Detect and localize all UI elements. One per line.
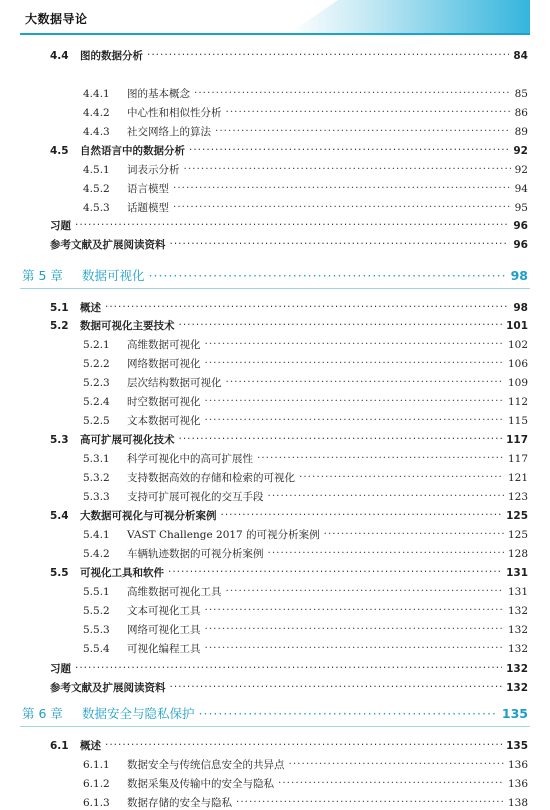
toc-page-number: 96 [513, 239, 528, 251]
toc-page-number: 125 [507, 529, 528, 541]
toc-number: 5.2.1 [83, 339, 110, 351]
toc-subsection-row [83, 622, 528, 637]
toc-number: 5.2.3 [83, 377, 110, 389]
toc-number: 5.3.1 [83, 453, 110, 465]
toc-leader-dots [147, 49, 509, 60]
toc-leader-dots [179, 319, 503, 330]
toc-subsection-row [83, 603, 528, 618]
toc-leader-dots [189, 144, 509, 155]
toc-page-number: 132 [506, 682, 528, 694]
toc-title: 数据可视化 [82, 268, 145, 283]
toc-section-row [50, 432, 528, 447]
toc-chapter-row [22, 704, 528, 722]
toc-page-number: 98 [510, 268, 528, 283]
toc-subsection-row [83, 546, 528, 561]
chapter-divider [20, 288, 530, 289]
toc-number: 5.5 [50, 567, 69, 579]
chapter-divider [20, 726, 530, 727]
toc-title: 参考文献及扩展阅读资料 [50, 682, 166, 694]
toc-page-number: 109 [507, 377, 528, 389]
toc-number: 5.2.2 [83, 358, 110, 370]
toc-number: 第 6 章 [22, 706, 63, 721]
toc-page-number: 85 [514, 88, 528, 100]
toc-title: 图的数据分析 [80, 50, 143, 62]
toc-page-number: 84 [513, 50, 528, 62]
toc-number: 6.1 [50, 740, 69, 752]
toc-leader-dots [205, 395, 504, 406]
toc-title: 数据存储的安全与隐私 [127, 797, 232, 809]
toc-title: 概述 [80, 740, 101, 752]
toc-leader-dots [194, 87, 511, 98]
toc-section-row [50, 508, 528, 523]
toc-page-number: 94 [514, 183, 528, 195]
toc-section-row [50, 237, 528, 252]
toc-page-number: 98 [513, 302, 528, 314]
toc-title: 文本数据可视化 [127, 415, 201, 427]
toc-subsection-row [83, 489, 528, 504]
toc-page-number: 128 [507, 548, 528, 560]
toc-leader-dots [199, 706, 498, 719]
toc-number: 4.5.1 [83, 164, 110, 176]
toc-title: 车辆轨迹数据的可视分析案例 [127, 548, 264, 560]
toc-subsection-row [83, 527, 528, 542]
toc-title: 大数据可视化与可视分析案例 [80, 510, 217, 522]
toc-page-number: 135 [506, 740, 528, 752]
book-title: 大数据导论 [25, 12, 88, 26]
toc-leader-dots [75, 662, 502, 673]
toc-title: 可视化编程工具 [127, 643, 201, 655]
toc-page-number: 101 [506, 320, 528, 332]
toc-title: 图的基本概念 [127, 88, 190, 100]
toc-leader-dots [75, 219, 509, 230]
toc-title: 层次结构数据可视化 [127, 377, 222, 389]
toc-subsection-row [83, 757, 528, 772]
toc-subsection-row [83, 584, 528, 599]
toc-page-number: 112 [507, 396, 528, 408]
toc-title: 网络可视化工具 [127, 624, 201, 636]
toc-leader-dots [278, 777, 504, 788]
toc-subsection-row [83, 795, 528, 810]
toc-subsection-row [83, 776, 528, 791]
toc-subsection-row [83, 200, 528, 215]
toc-section-row [50, 218, 528, 233]
toc-subsection-row [83, 394, 528, 409]
toc-leader-dots [105, 301, 509, 312]
toc-chapter-row [22, 266, 528, 284]
toc-leader-dots [173, 182, 511, 193]
toc-leader-dots [257, 452, 504, 463]
toc-section-row [50, 738, 528, 753]
toc-title: 话题模型 [127, 202, 169, 214]
toc-subsection-row [83, 181, 528, 196]
toc-title: 习题 [50, 220, 71, 232]
toc-leader-dots [173, 201, 511, 212]
toc-number: 4.5.3 [83, 202, 110, 214]
toc-section-row [50, 661, 528, 676]
toc-leader-dots [205, 338, 504, 349]
toc-leader-dots [105, 739, 502, 750]
toc-number: 5.4.1 [83, 529, 110, 541]
toc-subsection-row [83, 105, 528, 120]
toc-section-row [50, 48, 528, 63]
toc-subsection-row [83, 413, 528, 428]
toc-title: 词表示分析 [127, 164, 180, 176]
toc-number: 5.5.1 [83, 586, 110, 598]
toc-section-row [50, 318, 528, 333]
toc-title: 高维数据可视化工具 [127, 586, 222, 598]
toc-leader-dots [215, 125, 511, 136]
toc-page-number: 131 [507, 586, 528, 598]
toc-number: 5.4 [50, 510, 69, 522]
toc-number: 5.2.5 [83, 415, 110, 427]
toc-leader-dots [205, 604, 504, 615]
toc-title: 中心性和相似性分析 [127, 107, 222, 119]
toc-title: 高维数据可视化 [127, 339, 201, 351]
toc-leader-dots [170, 238, 510, 249]
toc-page-number: 86 [514, 107, 528, 119]
toc-page-number: 132 [507, 643, 528, 655]
toc-number: 4.5 [50, 145, 69, 157]
toc-title: 习题 [50, 663, 71, 675]
toc-leader-dots [289, 758, 504, 769]
toc-subsection-row [83, 375, 528, 390]
toc-subsection-row [83, 451, 528, 466]
toc-title: 社交网络上的算法 [127, 126, 211, 138]
toc-title: 语言模型 [127, 183, 169, 195]
toc-title: 网络数据可视化 [127, 358, 201, 370]
toc-page-number: 89 [514, 126, 528, 138]
toc-number: 6.1.1 [83, 759, 110, 771]
toc-subsection-row [83, 641, 528, 656]
toc-number: 5.3.2 [83, 472, 110, 484]
toc-subsection-row [83, 470, 528, 485]
toc-leader-dots [226, 106, 511, 117]
toc-page-number: 132 [507, 605, 528, 617]
toc-section-row [50, 680, 528, 695]
toc-title: 可视化工具和软件 [80, 567, 164, 579]
toc-page-number: 138 [507, 797, 528, 809]
toc-title: 时空数据可视化 [127, 396, 201, 408]
toc-number: 5.4.2 [83, 548, 110, 560]
toc-leader-dots [168, 566, 502, 577]
toc-number: 5.5.2 [83, 605, 110, 617]
toc-subsection-row [83, 86, 528, 101]
toc-number: 5.5.3 [83, 624, 110, 636]
toc-page-number: 136 [507, 778, 528, 790]
toc-leader-dots [268, 490, 504, 501]
toc-section-row [50, 143, 528, 158]
toc-number: 5.3 [50, 434, 69, 446]
toc-page-number: 136 [507, 759, 528, 771]
toc-subsection-row [83, 356, 528, 371]
toc-number: 6.1.3 [83, 797, 110, 809]
toc-page-number: 115 [507, 415, 528, 427]
toc-page-number: 131 [506, 567, 528, 579]
toc-title: 数据安全与隐私保护 [82, 706, 195, 721]
toc-number: 5.3.3 [83, 491, 110, 503]
toc-number: 5.5.4 [83, 643, 110, 655]
toc-page-number: 92 [513, 145, 528, 157]
toc-leader-dots [268, 547, 504, 558]
toc-title: 科学可视化中的高可扩展性 [127, 453, 253, 465]
toc-subsection-row [83, 162, 528, 177]
toc-number: 第 5 章 [22, 268, 63, 283]
toc-title: 文本可视化工具 [127, 605, 201, 617]
toc-page-number: 106 [507, 358, 528, 370]
toc-section-row [50, 300, 528, 315]
toc-leader-dots [170, 681, 503, 692]
toc-leader-dots [179, 433, 503, 444]
toc-title: 数据采集及传输中的安全与隐私 [127, 778, 274, 790]
toc-title: 参考文献及扩展阅读资料 [50, 239, 166, 251]
toc-page-number: 121 [507, 472, 528, 484]
toc-leader-dots [205, 357, 504, 368]
toc-number: 4.4.2 [83, 107, 110, 119]
toc-page-number: 92 [514, 164, 528, 176]
toc-page-number: 102 [507, 339, 528, 351]
toc-page-number: 135 [501, 706, 528, 721]
toc-page-number: 117 [506, 434, 528, 446]
toc-page-number: 123 [507, 491, 528, 503]
toc-page-number: 125 [506, 510, 528, 522]
toc-title: 概述 [80, 302, 101, 314]
toc-page-number: 96 [513, 220, 528, 232]
toc-number: 4.4.1 [83, 88, 110, 100]
toc-leader-dots [184, 163, 511, 174]
toc-leader-dots [149, 268, 507, 281]
toc-page-number: 132 [507, 624, 528, 636]
toc-number: 6.1.2 [83, 778, 110, 790]
toc-number: 4.5.2 [83, 183, 110, 195]
toc-leader-dots [205, 623, 504, 634]
toc-number: 5.2 [50, 320, 69, 332]
toc-number: 4.4 [50, 50, 69, 62]
toc-title: 自然语言中的数据分析 [80, 145, 185, 157]
toc-title: VAST Challenge 2017 的可视分析案例 [127, 529, 320, 541]
toc-subsection-row [83, 337, 528, 352]
toc-number: 5.1 [50, 302, 69, 314]
toc-title: 支持可扩展可视化的交互手段 [127, 491, 264, 503]
toc-subsection-row [83, 124, 528, 139]
toc-number: 4.4.3 [83, 126, 110, 138]
toc-title: 数据安全与传统信息安全的共异点 [127, 759, 285, 771]
toc-page-number: 132 [506, 663, 528, 675]
toc-leader-dots [236, 796, 504, 807]
toc-leader-dots [324, 528, 504, 539]
toc-section-row [50, 565, 528, 580]
toc-leader-dots [205, 414, 504, 425]
toc-leader-dots [221, 509, 503, 520]
toc-page-number: 95 [514, 202, 528, 214]
toc-leader-dots [226, 585, 504, 596]
toc-leader-dots [205, 642, 504, 653]
toc-leader-dots [299, 471, 504, 482]
toc-page-number: 117 [507, 453, 528, 465]
toc-number: 5.2.4 [83, 396, 110, 408]
toc-leader-dots [226, 376, 504, 387]
toc-title: 支持数据高效的存储和检索的可视化 [127, 472, 295, 484]
toc-title: 高可扩展可视化技术 [80, 434, 175, 446]
toc-title: 数据可视化主要技术 [80, 320, 175, 332]
